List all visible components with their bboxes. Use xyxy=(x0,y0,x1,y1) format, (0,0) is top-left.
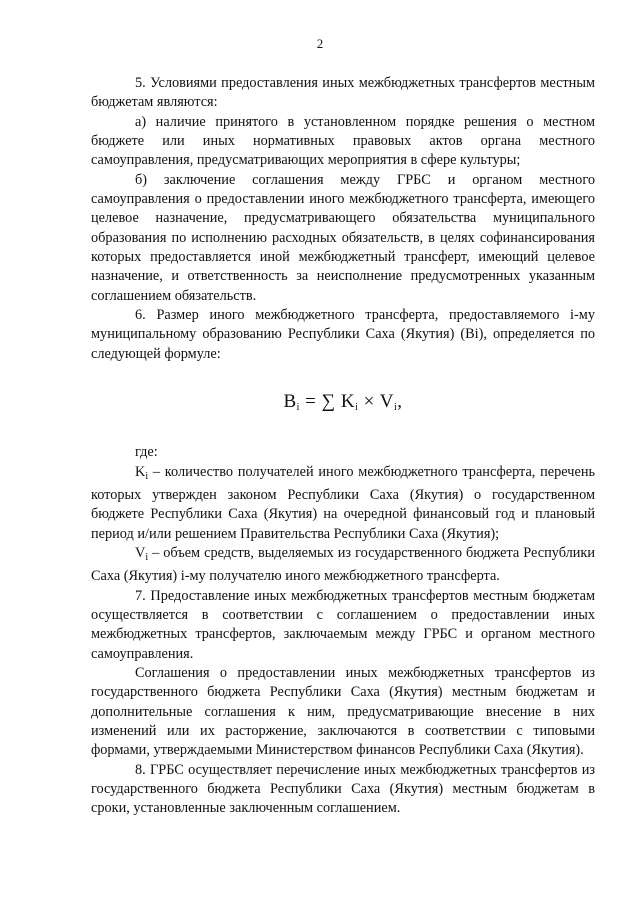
definition-k xyxy=(91,463,595,544)
paragraph-5b: б) заключение соглашения между ГРБС и органом местного самоуправления о предоставлении иного межбюджетного трансферта, имеющего целевое назначение, предусматривающего обязательства муниципального образования по исполнению расходных обязательств, в целях софинансирования которых предоставляется иной межбюджетный трансферт, имеющий целевое назначение, и ответственность за неисполнение предусмотренных указанным соглашением обязательств. xyxy=(91,171,595,304)
paragraph-agreements: Соглашения о предоставлении иных межбюджетных трансфертов из государственного бюджета Республики Саха (Якутия) местным бюджетам и дополнительные соглашения к ним, предусматривающие внесение в них изменений или их расторжение, заключаются в соответствии с типовыми формами, утверждаемыми Министерством финансов Республики Саха (Якутия). xyxy=(91,664,595,759)
formula-k-sub: i xyxy=(355,402,359,414)
paragraph-5: 5. Условиями предоставления иных межбюджетных трансфертов местным бюджетам являются: xyxy=(91,75,595,111)
formula-v-sub: i xyxy=(394,402,398,414)
v-text: – объем средств, выделяемых из государственного бюджета Республики Саха (Якутия) i-му получателю иного межбюджетного трансферта. xyxy=(91,544,595,585)
v-symbol: V xyxy=(135,544,146,561)
formula-lhs-sub: i xyxy=(296,402,300,414)
document-body xyxy=(91,74,595,819)
paragraph-8: 8. ГРБС осуществляет перечисление иных межбюджетных трансфертов из государственного бюджета Республики Саха (Якутия) местным бюджетам в сроки, установленные заключенным соглашением. xyxy=(91,761,595,817)
paragraph-7: 7. Предоставление иных межбюджетных трансфертов местным бюджетам осуществляется в соответствии с соглашением о предоставлении иных межбюджетных трансфертов, заключаемым между ГРБС и органом местного самоуправления. xyxy=(91,587,595,662)
k-symbol: K xyxy=(135,463,146,480)
definition-v xyxy=(91,544,595,587)
page-number: 2 xyxy=(316,36,324,51)
paragraph-5a: а) наличие принятого в установленном порядке решения о местном бюджете или иных нормативных правовых актов органа местного самоуправления, предусматривающих мероприятия в сфере культуры; xyxy=(91,113,595,169)
k-text: – количество получателей иного межбюджетного трансферта, перечень которых утвержден законом Республики Саха (Якутия) о государственном бюджете Республики Саха (Якутия) на очередной финансовый год и плановый период и/или решением Правительства Республики Саха (Якутия); xyxy=(91,463,595,542)
v-sub: i xyxy=(145,551,149,563)
k-sub: i xyxy=(145,470,149,482)
formula-sum: = ∑ K xyxy=(299,391,356,413)
formula xyxy=(91,389,595,421)
where-label: где: xyxy=(135,444,158,461)
formula-end: , xyxy=(397,391,403,413)
formula-times: × V xyxy=(358,391,395,413)
formula-lhs: B xyxy=(283,391,297,413)
paragraph-6: 6. Размер иного межбюджетного трансферта, предоставляемого i-му муниципальному образованию Республики Саха (Якутия) (Bi), определяется по следующей формуле: xyxy=(91,307,595,362)
